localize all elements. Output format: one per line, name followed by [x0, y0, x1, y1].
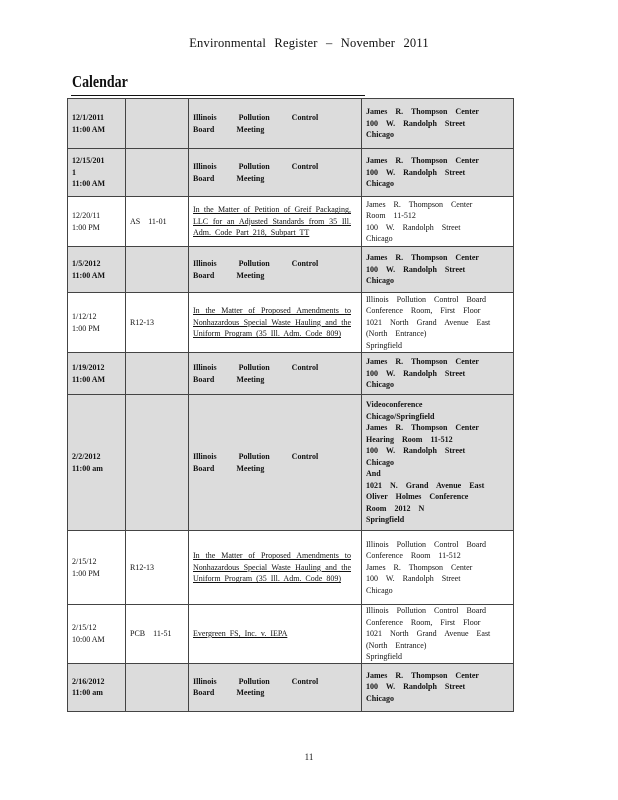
location-line: Videoconference [366, 400, 423, 410]
location-line: James R. Thompson Center [366, 107, 479, 117]
event-date [68, 663, 126, 711]
location-line: Chicago [366, 585, 393, 595]
calendar-row [68, 99, 514, 149]
event-location [362, 197, 514, 247]
date-line: 1:00 PM [72, 222, 100, 232]
calendar-row [68, 395, 514, 531]
event-description [189, 247, 362, 293]
event-location [362, 247, 514, 293]
event-date [68, 293, 126, 353]
location-line: 100 W. Randolph Street [366, 368, 466, 378]
event-description [189, 395, 362, 531]
date-line: 11:00 AM [72, 374, 106, 384]
location-line: Chicago [366, 234, 393, 243]
location-line: James R. Thompson Center [366, 156, 479, 166]
docket-number: AS 11-01 [126, 197, 189, 247]
location-line: And [366, 469, 381, 479]
docket-number: R12-13 [126, 293, 189, 353]
meeting-title: Illinois Pollution Control Board Meeting [193, 259, 319, 280]
case-link[interactable]: Evergreen FS, Inc. v. IEPA [193, 629, 288, 638]
location-line: Chicago/Springfield [366, 411, 435, 421]
meeting-title: Illinois Pollution Control Board Meeting [193, 676, 319, 697]
location-line: Oliver Holmes Conference [366, 492, 469, 502]
location-line: Chicago [366, 693, 394, 703]
event-location [362, 663, 514, 711]
date-line: 2/2/2012 [72, 452, 101, 461]
location-line: James R. Thompson Center [366, 357, 479, 367]
meeting-title: Illinois Pollution Control Board Meeting [193, 162, 319, 183]
event-location [362, 99, 514, 149]
event-date [68, 531, 126, 605]
docket-number [126, 247, 189, 293]
docket-number [126, 99, 189, 149]
location-line: Conference Room 11-512 [366, 551, 461, 561]
date-line: 1:00 PM [72, 323, 100, 333]
event-date [68, 353, 126, 395]
location-line: 100 W. Randolph Street [366, 682, 466, 692]
date-line: 1/5/2012 [72, 259, 101, 268]
case-link[interactable]: In the Matter of Proposed Amendments to Nonhazardous Special Waste Hauling and the Uniform Program (35 Ill. Adm. Code 809) [193, 306, 351, 339]
location-line: 100 W. Randolph Street [366, 574, 461, 584]
docket-number: PCB 11-51 [126, 605, 189, 664]
event-date [68, 149, 126, 197]
location-line: James R. Thompson Center [366, 423, 479, 433]
location-line: James R. Thompson Center [366, 670, 479, 680]
location-line: Illinois Pollution Control Board [366, 606, 487, 615]
event-description [189, 663, 362, 711]
location-line: 100 W. Randolph Street [366, 118, 466, 128]
date-line: 12/15/201 [72, 156, 105, 166]
event-date [68, 197, 126, 247]
location-line: Chicago [366, 276, 394, 286]
date-line: 11:00 AM [72, 124, 106, 134]
meeting-title: Illinois Pollution Control Board Meeting [193, 452, 319, 473]
location-line: (North Entrance) [366, 640, 427, 650]
event-location [362, 293, 514, 353]
location-line: 100 W. Randolph Street [366, 264, 466, 274]
event-date [68, 605, 126, 664]
date-line: 2/15/12 [72, 623, 97, 633]
calendar-table [67, 98, 514, 712]
location-line: James R. Thompson Center [366, 562, 473, 572]
date-line: 1 [72, 167, 76, 177]
date-line: 1:00 PM [72, 568, 100, 578]
location-line: Springfield [366, 652, 402, 661]
event-location [362, 605, 514, 664]
date-line: 12/1/2011 [72, 113, 105, 122]
location-line: Chicago [366, 130, 394, 140]
title-underline [71, 95, 365, 96]
date-line: 1/12/12 [72, 312, 97, 321]
location-line: Room 11-512 [366, 211, 416, 220]
date-line: 11:00 am [72, 463, 103, 473]
location-line: Conference Room, First Floor [366, 617, 481, 627]
meeting-title: Illinois Pollution Control Board Meeting [193, 113, 319, 134]
case-link[interactable]: In the Matter of Petition of Greif Packaging, LLC for an Adjusted Standards from 35 Ill. Adm. Code Part 218, Subpart TT [193, 205, 351, 238]
location-line: Chicago [366, 380, 394, 390]
event-date [68, 247, 126, 293]
date-line: 11:00 am [72, 688, 103, 697]
docket-number: R12-13 [126, 531, 189, 605]
event-description [189, 149, 362, 197]
calendar-row [68, 531, 514, 605]
date-line: 1/19/2012 [72, 363, 105, 372]
docket-number [126, 149, 189, 197]
location-line: Springfield [366, 340, 402, 350]
location-line: 1021 N. Grand Avenue East [366, 480, 485, 490]
event-location [362, 149, 514, 197]
date-line: 2/16/2012 [72, 676, 105, 686]
docket-number [126, 353, 189, 395]
calendar-row [68, 197, 514, 247]
docket-number [126, 395, 189, 531]
location-line: 100 W. Randolph Street [366, 222, 461, 232]
meeting-title: Illinois Pollution Control Board Meeting [193, 363, 319, 384]
event-description [189, 99, 362, 149]
event-description[interactable] [189, 197, 362, 247]
location-line: 1021 North Grand Avenue East [366, 317, 491, 327]
calendar-row [68, 149, 514, 197]
calendar-row [68, 605, 514, 664]
location-line: Room 2012 N [366, 503, 425, 513]
location-line: Hearing Room 11-512 [366, 434, 453, 444]
calendar-row [68, 353, 514, 395]
location-line: Illinois Pollution Control Board [366, 539, 487, 549]
event-date [68, 99, 126, 149]
calendar-row [68, 663, 514, 711]
calendar-row [68, 293, 514, 353]
date-line: 12/20/11 [72, 211, 101, 220]
case-link[interactable]: In the Matter of Proposed Amendments to Nonhazardous Special Waste Hauling and the Uniform Program (35 Ill. Adm. Code 809) [193, 551, 351, 584]
location-line: James R. Thompson Center [366, 199, 473, 209]
date-line: 10:00 AM [72, 634, 105, 644]
location-line: Chicago [366, 179, 394, 189]
page-number: 11 [304, 752, 314, 762]
location-line: James R. Thompson Center [366, 253, 479, 263]
running-header: Environmental Register – November 2011 [189, 36, 429, 50]
location-line: Illinois Pollution Control Board [366, 294, 487, 304]
event-location [362, 395, 514, 531]
calendar-row [68, 247, 514, 293]
location-line: 1021 North Grand Avenue East [366, 629, 491, 638]
location-line: Conference Room, First Floor [366, 306, 481, 316]
date-line: 2/15/12 [72, 557, 97, 566]
event-description[interactable] [189, 293, 362, 353]
docket-number [126, 663, 189, 711]
location-line: Springfield [366, 515, 405, 525]
event-description[interactable] [189, 531, 362, 605]
location-line: 100 W. Randolph Street [366, 167, 466, 177]
date-line: 11:00 AM [72, 179, 106, 189]
location-line: 100 W. Randolph Street [366, 446, 466, 456]
event-location [362, 531, 514, 605]
event-date [68, 395, 126, 531]
event-description[interactable] [189, 605, 362, 664]
date-line: 11:00 AM [72, 270, 106, 280]
event-description [189, 353, 362, 395]
location-line: Chicago [366, 457, 394, 467]
event-location [362, 353, 514, 395]
location-line: (North Entrance) [366, 329, 427, 339]
page-title: Calendar [72, 72, 128, 91]
